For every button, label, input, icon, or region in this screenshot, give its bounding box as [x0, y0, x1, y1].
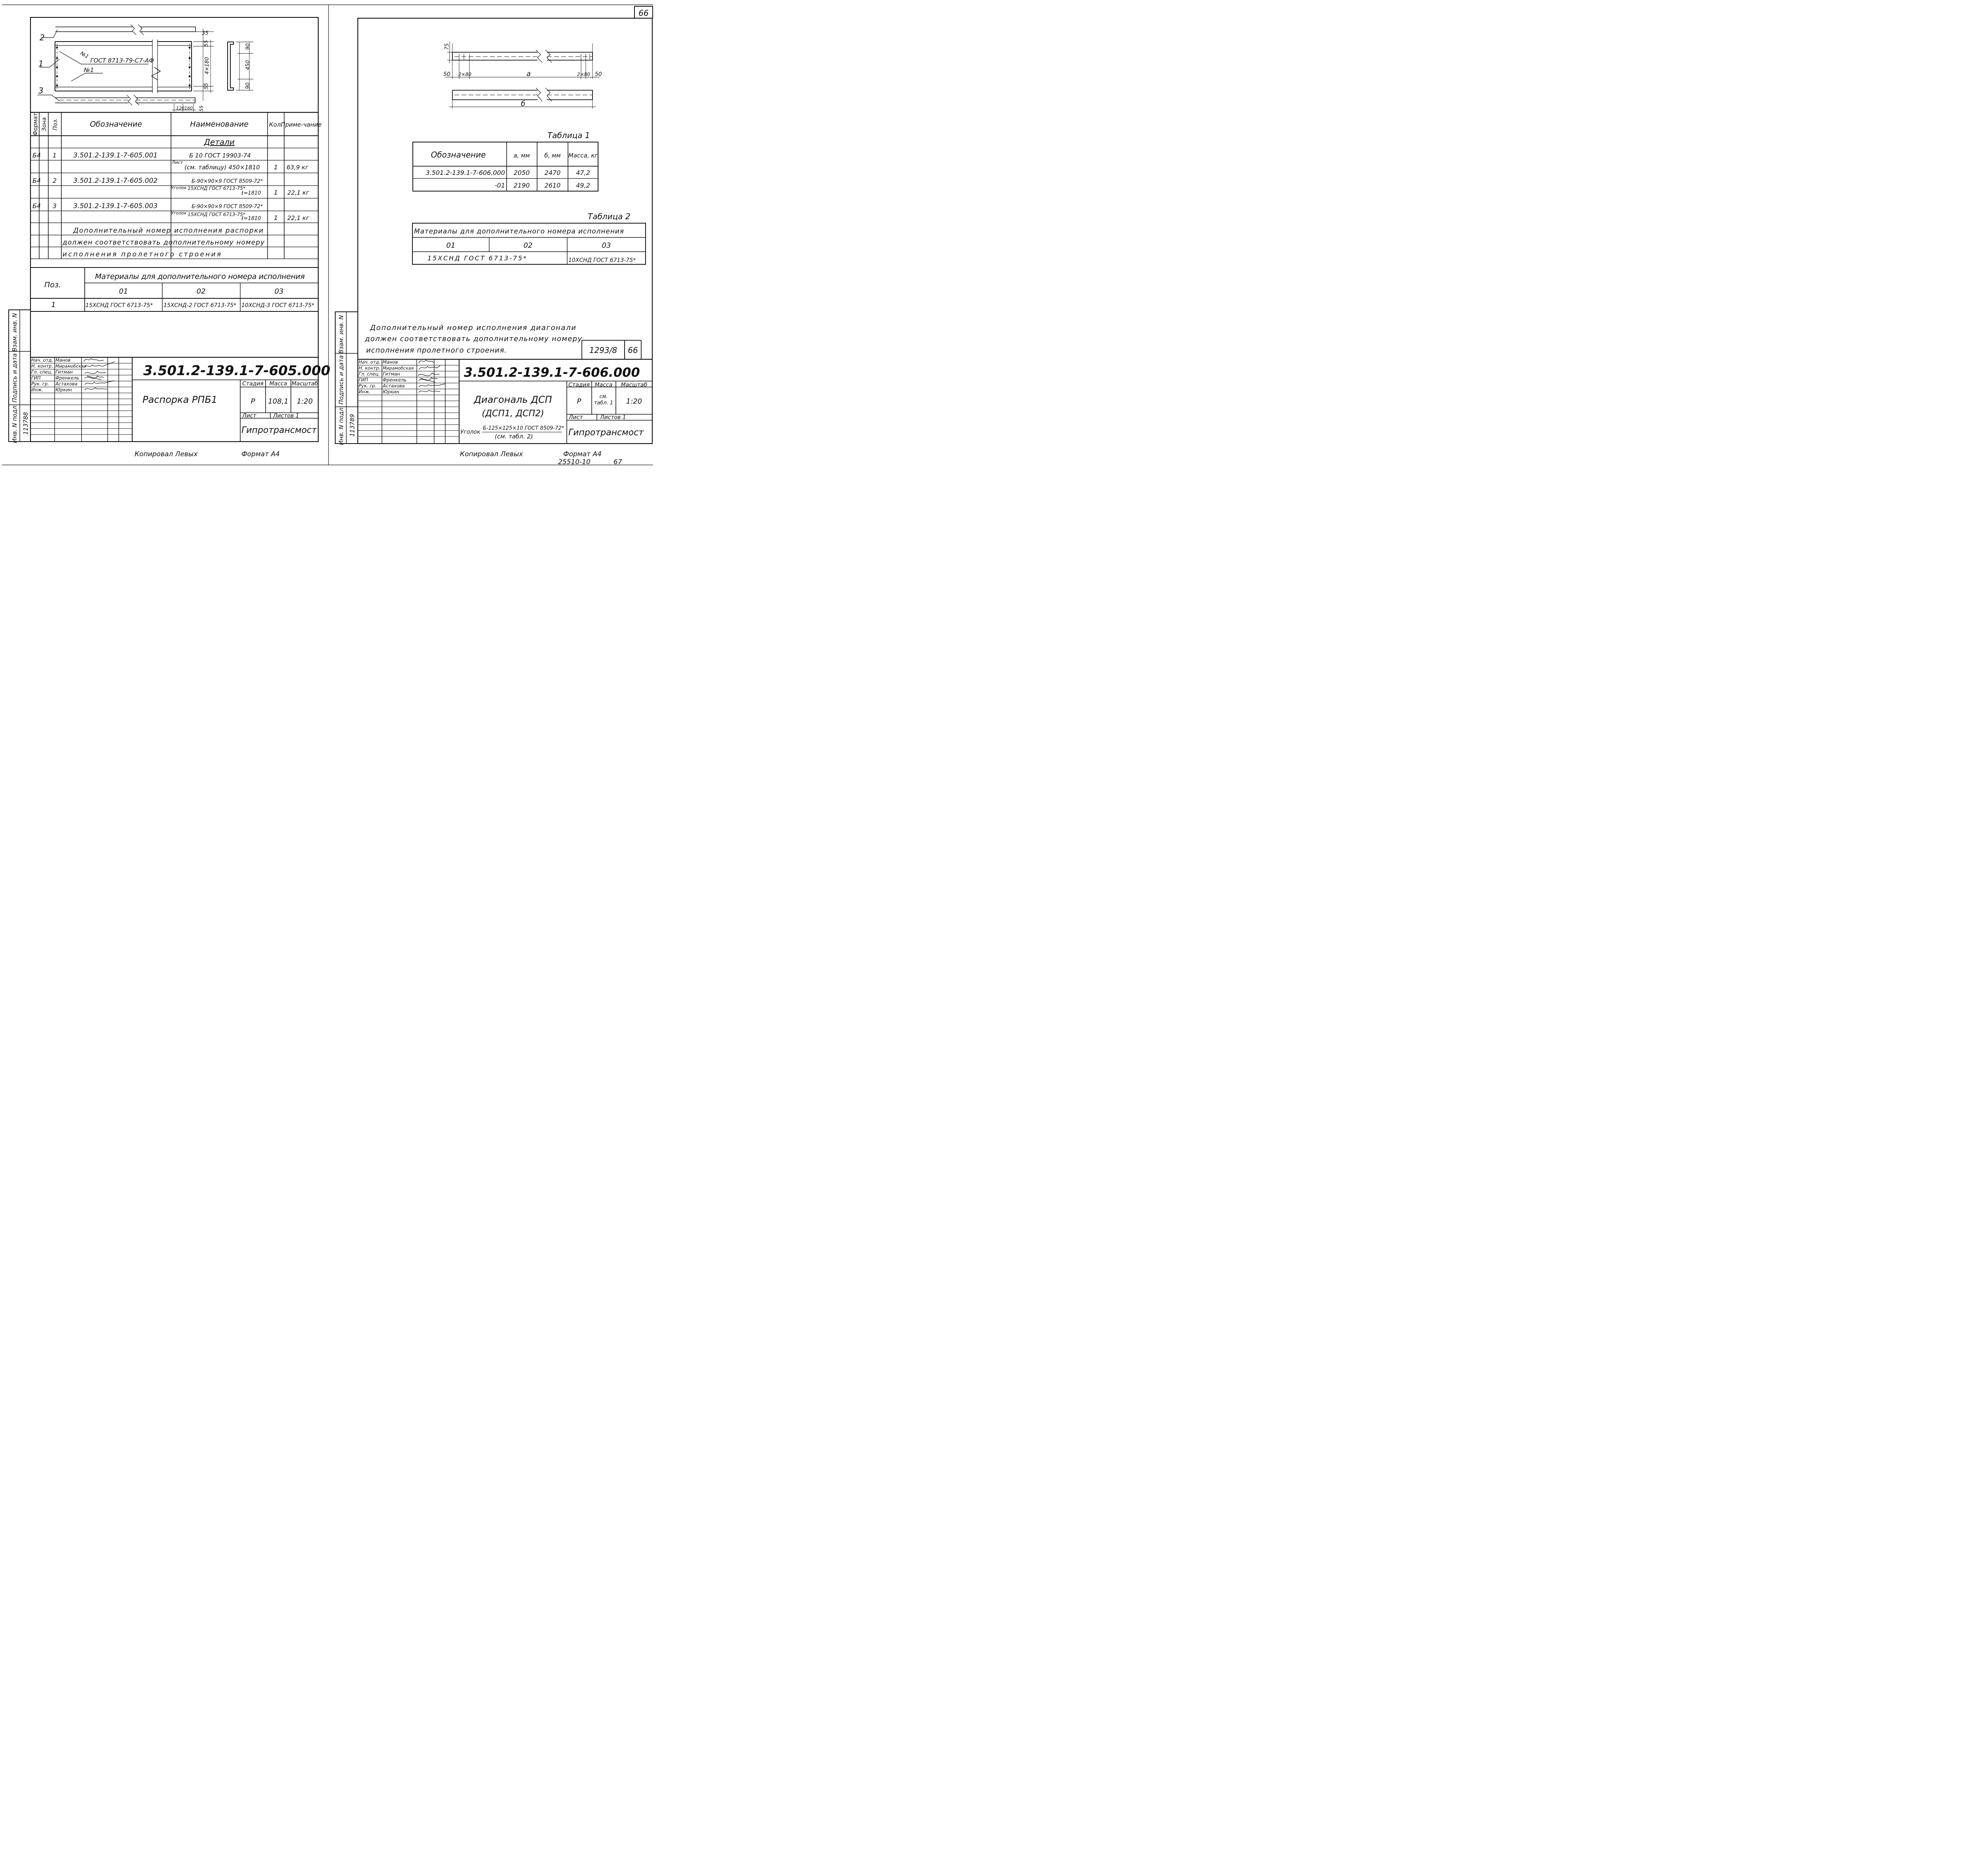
table1-row2-designation: -01 — [494, 182, 505, 189]
spec-row3-note: 22,1 кг — [287, 214, 310, 222]
materials-val-03: 10ХСНД-3 ГОСТ 6713-75* — [241, 302, 315, 309]
right-role-2: Н. контр. — [359, 365, 381, 371]
right-name-4: Френкель — [383, 377, 406, 383]
right-title-block — [358, 359, 652, 444]
right-dim-b: б — [521, 100, 526, 108]
right-role-5: Рук. гр. — [359, 383, 376, 389]
right-side-inv-num: 113789 — [349, 414, 356, 437]
right-remark — [365, 324, 582, 355]
right-role-3: Гл. спец. — [359, 371, 380, 377]
spec-header-zone: Зона — [41, 117, 47, 131]
left-sheet — [9, 17, 330, 458]
spec-row1-note: 63,9 кг — [287, 164, 309, 171]
right-role-4: ГИП — [359, 377, 368, 383]
right-table-1 — [413, 131, 598, 191]
left-role-1: Нач. отд. — [31, 357, 53, 363]
table2-val-01-02: 15ХСНД ГОСТ 6713-75* — [427, 254, 526, 262]
right-stage: Р — [577, 397, 581, 406]
spec-row2-name-top: Б-90×90×9 ГОСТ 8509-72* — [192, 178, 263, 184]
right-stage-header: Стадия — [568, 382, 590, 388]
spec-remark-line-1: Дополнительный номер исполнения распорки — [73, 227, 263, 235]
spec-row3-pos: 3 — [52, 202, 57, 210]
right-role-6: Инж. — [359, 389, 371, 395]
left-spec-table — [30, 112, 322, 259]
table1-row2-a: 2190 — [513, 182, 530, 189]
spec-header-pos: Поз. — [52, 118, 59, 131]
left-sheet-header: Лист — [242, 413, 256, 419]
left-pos-2: 2 — [40, 33, 45, 42]
right-doc-code: 3.501.2-139.1-7-606.000 — [464, 365, 640, 380]
right-scale: 1:20 — [626, 397, 642, 406]
left-doc-title: Распорка РПБ1 — [142, 394, 218, 405]
spec-row2-note: 22,1 кг — [287, 189, 310, 196]
left-role-2: Н. контр. — [31, 363, 53, 369]
materials-title: Материалы для дополнительного номера исполнения — [95, 272, 305, 281]
right-sheet — [335, 18, 652, 466]
left-dim-35: 35 — [202, 30, 209, 36]
spec-remark-line-2: должен соответствовать дополнительному номеру — [63, 239, 264, 247]
left-materials-table — [30, 267, 318, 311]
spec-row3-name-bottom: 15ХСНД ГОСТ 6713-75* — [188, 212, 245, 217]
left-mass-header: Масса — [269, 381, 287, 387]
spec-row2-designation: 3.501.2-139.1-7-605.002 — [73, 177, 158, 185]
left-weld-mark: №1 — [84, 66, 94, 74]
right-mass-1: см. — [599, 394, 608, 400]
left-role-5: Рук. гр. — [31, 381, 49, 387]
right-doc-title-1: Диагональ ДСП — [474, 394, 552, 405]
right-angle-bottom: (см. табл. 2) — [495, 433, 533, 440]
spec-row2-name-bottom: 15ХСНД ГОСТ 6713-75* — [188, 186, 245, 191]
right-signatures — [418, 360, 445, 393]
table1-row2-mass: 49,2 — [576, 182, 590, 189]
table1-row2-b: 2610 — [544, 182, 561, 189]
left-pos-1: 1 — [38, 59, 44, 68]
table1-header-a: а, мм — [513, 152, 530, 159]
left-organization: Гипротрансмост — [241, 425, 317, 435]
right-side-inv: Инв. N подл. — [338, 406, 345, 445]
right-dim-50b: 50 — [595, 71, 602, 78]
left-footer-format: Формат А4 — [241, 450, 280, 458]
materials-val-02: 15ХСНД-2 ГОСТ 6713-75* — [163, 302, 237, 309]
right-scale-header: Масштаб — [621, 382, 648, 388]
spec-header-note: Приме-чание — [281, 121, 322, 128]
right-side-sig: Подпись и дата — [338, 355, 345, 405]
left-stage-header: Стадия — [242, 381, 264, 387]
right-ref-page: 66 — [628, 345, 638, 355]
right-name-5: Астахова — [383, 383, 405, 389]
spec-row3-qty: 1 — [273, 214, 278, 222]
right-sheets-header: Листов 1 — [600, 414, 626, 421]
right-footer-archive: 25510-10 — [558, 458, 591, 466]
right-table-2 — [412, 212, 646, 264]
left-weld-mark-1: №1 — [79, 50, 90, 60]
spec-row1-pos: 1 — [52, 152, 57, 159]
table1-header-designation: Обозначение — [431, 150, 486, 159]
table2-val-03: 10ХСНД ГОСТ 6713-75* — [568, 257, 636, 264]
right-side-strip — [335, 312, 358, 445]
right-sheet-header: Лист — [569, 414, 583, 421]
right-dim-2x80a: 2×80 — [458, 72, 471, 77]
right-side-ref: Взам. инв. N — [338, 315, 345, 354]
right-dim-a: а — [526, 70, 531, 78]
spec-row2-type: Уголок — [171, 185, 187, 190]
left-side-sig: Подпись и дата — [11, 353, 18, 403]
left-name-1: Манов — [55, 357, 71, 363]
spec-row1-qty: 1 — [273, 163, 278, 171]
materials-col-02: 02 — [196, 287, 206, 296]
left-title-block — [30, 357, 330, 442]
right-organization: Гипротрансмост — [568, 428, 644, 438]
spec-row1-designation: 3.501.2-139.1-7-605.001 — [73, 152, 158, 159]
table1-row1-designation: 3.501.2-139.1-7-606.000 — [425, 169, 505, 176]
spec-row3-designation: 3.501.2-139.1-7-605.003 — [73, 202, 158, 210]
left-name-4: Френкель — [55, 375, 79, 381]
right-doc-title-2: (ДСП1, ДСП2) — [482, 409, 544, 419]
spec-header-name: Наименование — [190, 120, 249, 129]
spec-row3-type: Уголок — [171, 211, 187, 216]
left-side-ref: Взам. инв. N — [11, 313, 18, 352]
left-name-6: Юркин — [55, 387, 72, 393]
right-drawing — [443, 42, 602, 109]
table1-header-mass: Масса, кг — [568, 152, 598, 159]
drawing-sheet — [0, 0, 655, 469]
page-number-top: 66 — [638, 8, 649, 18]
right-role-1: Нач. отд. — [359, 359, 381, 365]
spec-row2-qty: 1 — [273, 189, 278, 196]
right-angle-label: Уголок — [460, 429, 481, 435]
left-name-3: Гитман — [55, 369, 73, 375]
table2-col-02: 02 — [523, 241, 533, 250]
left-side-strip — [9, 310, 30, 443]
right-remark-line-2: должен соответствовать дополнительному номеру — [365, 335, 582, 343]
spec-remark-line-3: исполнения пролетного строения — [63, 250, 221, 258]
spec-header-format: Формат — [32, 113, 39, 136]
right-angle-top: Б-125×125×10 ГОСТ 8509-72* — [483, 425, 564, 431]
table1-row1-a: 2050 — [513, 169, 530, 176]
spec-header-designation: Обозначение — [90, 120, 142, 129]
right-footer-format: Формат А4 — [563, 450, 602, 458]
left-name-5: Астахова — [55, 381, 78, 387]
table1-header-b: б, мм — [544, 152, 561, 159]
spec-row2-format: Б4 — [32, 177, 41, 184]
left-dim-90b: 90 — [245, 82, 251, 89]
right-ref-num: 1293/8 — [589, 345, 617, 355]
left-dim-450: 450 — [245, 60, 251, 70]
right-mass-header: Масса — [594, 382, 613, 388]
spec-row2-length: ℓ=1810 — [241, 190, 261, 196]
left-mass: 108,1 — [268, 397, 289, 406]
left-doc-code: 3.501.2-139.1-7-605.000 — [143, 363, 330, 379]
spec-header-qty: Кол. — [269, 121, 283, 128]
spec-row1-name-bottom: (см. таблицу) 450×1810 — [184, 164, 260, 171]
left-name-2: Мирамобская — [55, 364, 87, 369]
table2-header: Материалы для дополнительного номера исполнения — [414, 228, 624, 235]
left-dim-120: 120 — [176, 106, 184, 111]
right-remark-line-1: Дополнительный номер исполнения диагонали — [370, 324, 576, 332]
left-dim-55b: 55 — [203, 83, 209, 89]
table2-col-03: 03 — [602, 241, 611, 250]
spec-row1-format: Б4 — [32, 152, 41, 159]
left-dim-160: 160 — [184, 106, 193, 111]
spec-section-details: Детали — [204, 137, 235, 147]
right-mass-2: табл. 1 — [594, 400, 613, 406]
left-footer-copied: Копировал Левых — [135, 450, 198, 458]
right-dim-50a: 50 — [443, 71, 450, 78]
left-dim-90a: 90 — [245, 43, 251, 50]
left-dim-55a: 55 — [203, 40, 209, 47]
materials-col-01: 01 — [119, 287, 128, 296]
left-weld-note: ГОСТ 8713-79-С7-АФ — [90, 57, 154, 64]
left-drawing — [38, 25, 253, 112]
materials-col-03: 03 — [274, 287, 284, 296]
left-role-6: Инж. — [31, 387, 44, 393]
right-footer-copied: Копировал Левых — [460, 450, 523, 458]
right-remark-line-3: исполнения пролетного строения. — [366, 346, 507, 355]
spec-row3-format: Б4 — [32, 202, 41, 210]
table1-row1-mass: 47,2 — [576, 169, 590, 176]
right-name-6: Юркин — [383, 389, 399, 395]
right-footer-num: 67 — [613, 458, 622, 466]
left-stage: Р — [251, 397, 255, 406]
right-name-2: Мирамобская — [383, 366, 414, 371]
left-role-4: ГИП — [31, 375, 41, 381]
table2-col-01: 01 — [446, 241, 456, 250]
left-dim-55c: 55 — [199, 105, 204, 112]
left-side-inv: Инв. N подл. — [11, 404, 18, 443]
right-ref-box — [582, 340, 641, 359]
spec-row1-name-top: Б 10 ГОСТ 19903-74 — [189, 152, 251, 159]
materials-row-pos: 1 — [51, 301, 56, 309]
right-name-3: Гитман — [383, 371, 400, 377]
left-sheets-header: Листов 1 — [273, 413, 299, 419]
right-name-1: Манов — [383, 359, 398, 365]
spec-row2-pos: 2 — [52, 177, 57, 184]
table1-row1-b: 2470 — [544, 169, 561, 176]
right-dim-75: 75 — [444, 43, 450, 50]
left-role-3: Гл. спец. — [31, 369, 53, 375]
materials-val-01: 15ХСНД ГОСТ 6713-75* — [85, 302, 153, 309]
spec-row3-length: ℓ=1810 — [241, 216, 261, 222]
spec-row1-type: Лист — [172, 160, 183, 165]
right-dim-2x80b: 2×80 — [577, 72, 590, 77]
left-scale: 1:20 — [296, 397, 313, 406]
spec-row3-name-top: Б-90×90×9 ГОСТ 8509-72* — [192, 204, 263, 210]
materials-pos-header: Поз. — [44, 281, 61, 289]
left-dim-4x180: 4×180 — [204, 57, 210, 74]
left-scale-header: Масштаб — [291, 381, 318, 387]
table2-title: Таблица 2 — [588, 212, 631, 221]
table1-title: Таблица 1 — [547, 131, 590, 140]
left-side-inv-num: 113788 — [22, 412, 29, 435]
left-pos-3: 3 — [38, 86, 44, 95]
